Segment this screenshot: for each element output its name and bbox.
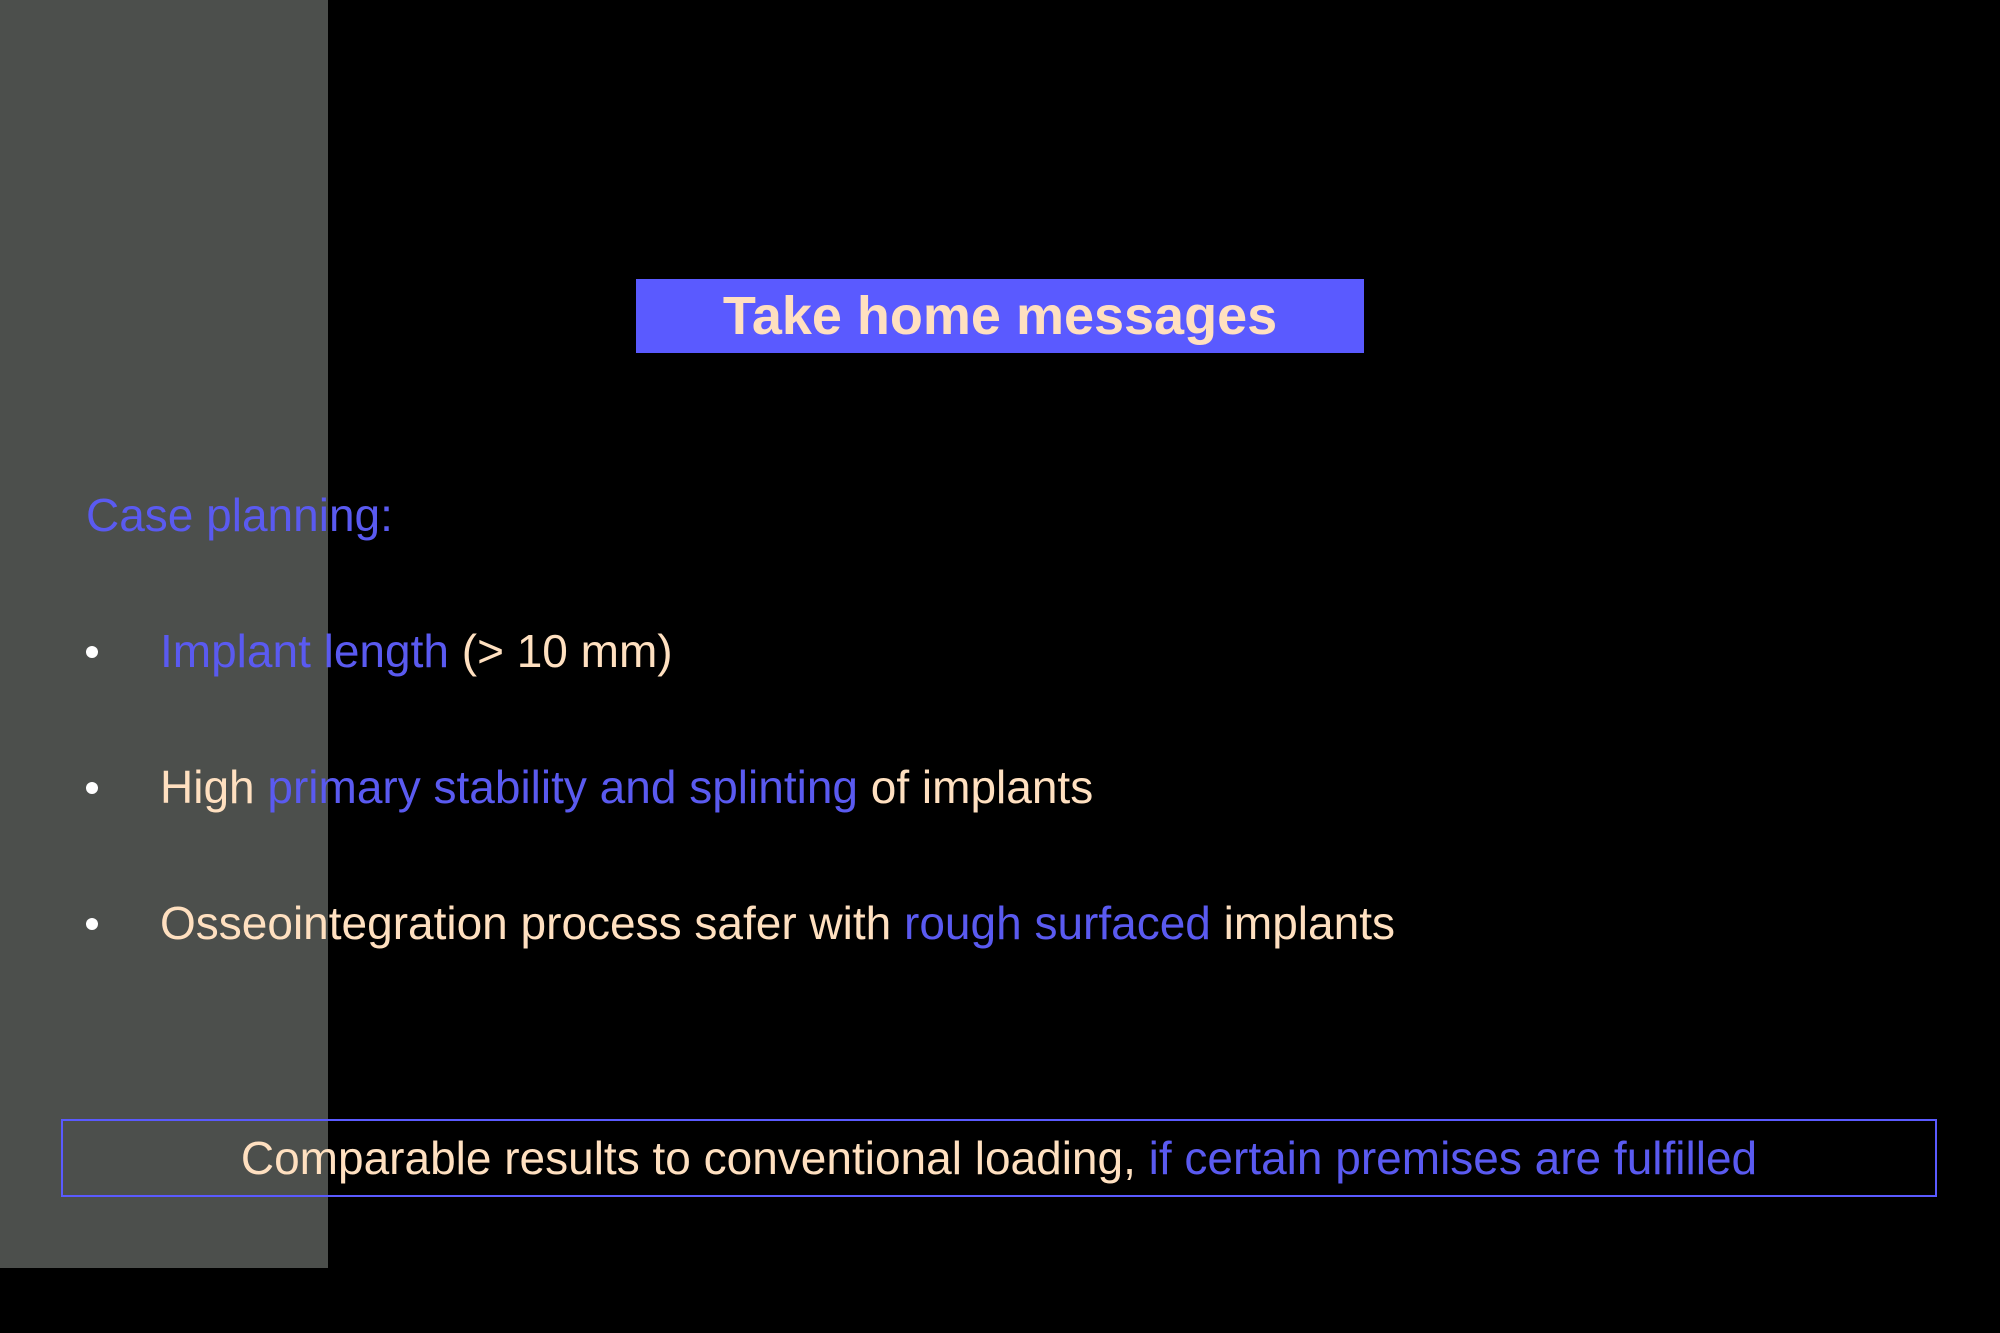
conclusion-box (61, 1119, 1937, 1197)
title-banner (636, 279, 1364, 353)
bullet-rest: (> 10 mm) (448, 625, 673, 677)
bullet-pre: Osseointegration process safer with (160, 897, 905, 949)
bullet-rest: of implants (857, 761, 1094, 813)
conclusion-text (241, 1129, 1757, 1187)
bullet-text (160, 758, 1093, 816)
bullet-pre: High (160, 761, 268, 813)
bullet-dot-icon (86, 646, 98, 658)
slide-title: Take home messages (722, 286, 1278, 346)
conclusion-highlight: if certain premises are fulfilled (1148, 1132, 1758, 1184)
bullet-dot-icon (86, 782, 98, 794)
bullet-rest: implants (1210, 897, 1395, 949)
bullet-highlight: primary stability and splinting (267, 761, 858, 813)
conclusion-normal: Comparable results to conventional loading, (240, 1132, 1149, 1184)
bullet-text (160, 622, 673, 680)
case-planning-heading: Case planning: (86, 489, 393, 541)
bullet-highlight: Implant length (160, 625, 449, 677)
bullet-highlight: rough surfaced (904, 897, 1211, 949)
bullet-dot-icon (86, 918, 98, 930)
bullet-text (160, 894, 1395, 952)
